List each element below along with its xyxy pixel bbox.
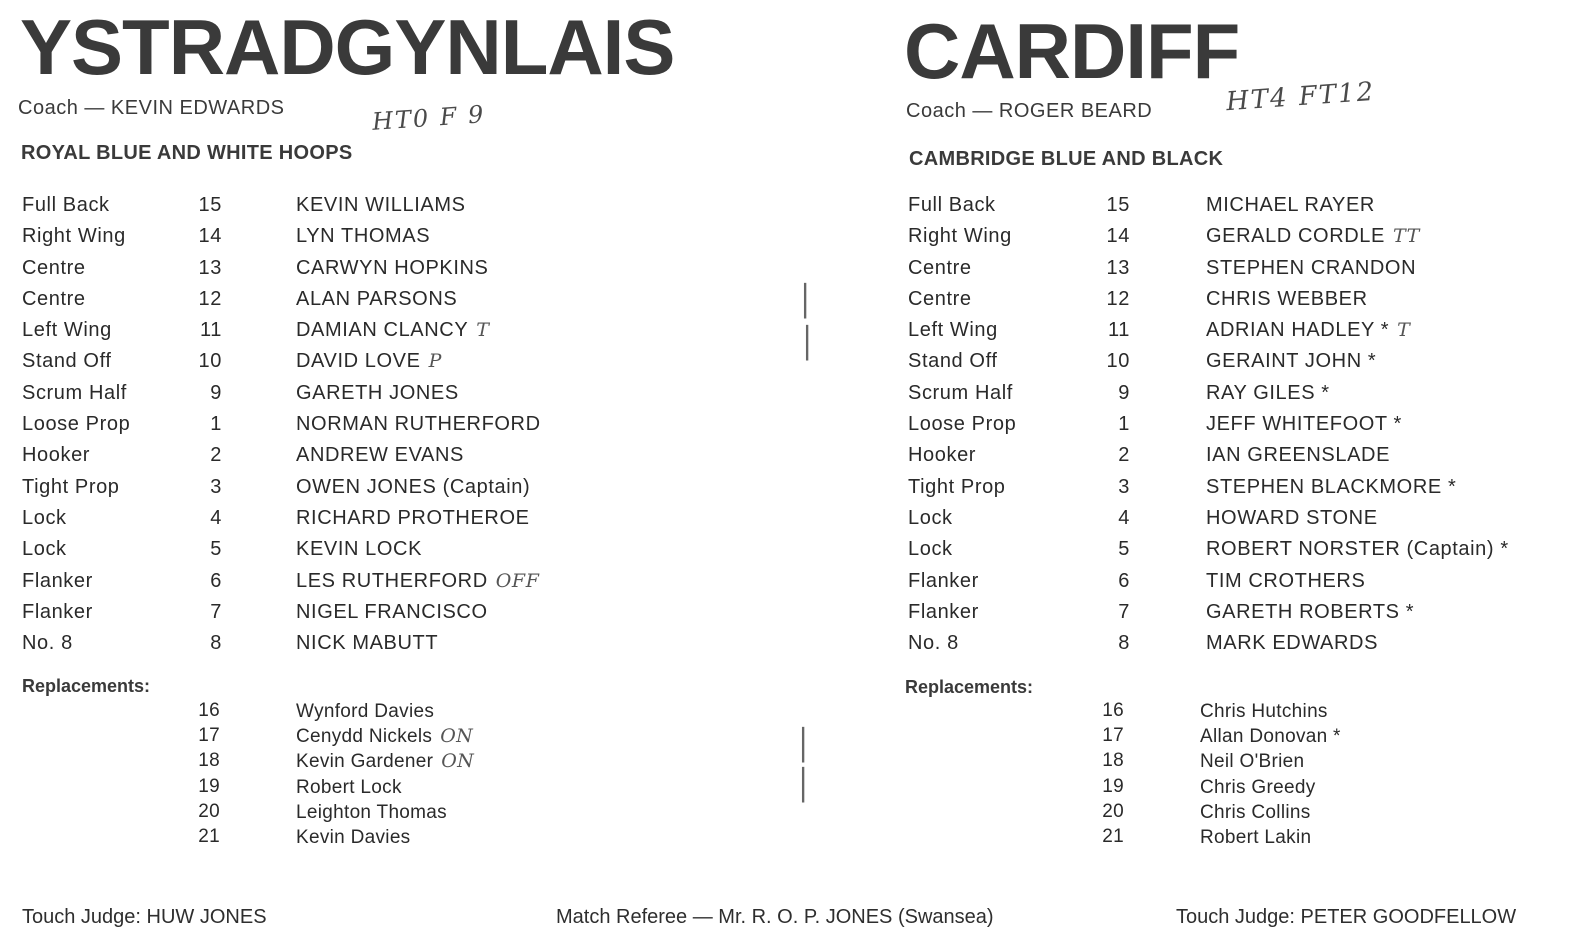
player-name-cell: [296, 382, 467, 405]
player-name-cell: [296, 507, 538, 530]
player-row: [888, 630, 1575, 661]
player-name-cell: [1206, 570, 1373, 593]
player-name-cell: [1206, 476, 1464, 499]
player-name-cell: [296, 570, 540, 593]
home-team-name: YSTRADGYNLAIS: [20, 3, 675, 91]
player-position: No. 8: [908, 632, 959, 655]
player-position: Right Wing: [22, 225, 126, 248]
replacement-row: [0, 725, 790, 750]
replacement-note: ON: [440, 725, 474, 748]
replacement-row: [888, 750, 1575, 775]
player-name-cell: [1206, 257, 1424, 280]
player-name: NORMAN RUTHERFORD: [296, 413, 541, 436]
player-position: Left Wing: [908, 319, 998, 342]
player-note: T: [1397, 319, 1411, 342]
player-name-cell: [296, 476, 538, 499]
replacement-name: Robert Lock: [296, 776, 402, 798]
player-row: [0, 505, 790, 536]
home-team-section: [0, 0, 790, 880]
player-name: IAN GREENSLADE: [1206, 444, 1391, 467]
player-position: Flanker: [908, 600, 979, 623]
player-name-cell: [1206, 538, 1517, 561]
replacement-name: Chris Greedy: [1200, 776, 1316, 798]
away-score-note: HT4 FT12: [1225, 76, 1377, 118]
replacement-name: Robert Lakin: [1200, 826, 1312, 848]
player-name-cell: [1206, 288, 1376, 311]
player-number: 8: [210, 632, 222, 655]
player-name-cell: [296, 413, 549, 436]
player-position: Full Back: [908, 194, 996, 216]
replacement-number: 21: [1102, 825, 1124, 847]
replacement-name-cell: [296, 750, 474, 773]
player-position: Hooker: [908, 444, 977, 467]
margin-mark: │: [798, 326, 817, 361]
touch-judge-left: Touch Judge: HUW JONES: [22, 906, 267, 928]
home-replacements-list: [0, 700, 790, 851]
player-row: [888, 505, 1575, 536]
replacement-number: 19: [198, 775, 220, 797]
player-name: ANDREW EVANS: [296, 444, 464, 467]
replacement-note: ON: [441, 750, 475, 773]
player-position: Flanker: [22, 569, 93, 592]
replacement-row: [888, 700, 1575, 725]
replacement-number: 18: [1102, 750, 1124, 772]
home-players-list: [0, 192, 790, 661]
replacement-row: [888, 801, 1575, 826]
player-name: NICK MABUTT: [296, 632, 439, 655]
player-row: [888, 223, 1575, 254]
player-row: [888, 317, 1575, 348]
player-name: TIM CROTHERS: [1206, 569, 1366, 592]
player-name: KEVIN WILLIAMS: [296, 194, 466, 216]
margin-mark: │: [796, 284, 815, 319]
player-name-cell: [1206, 601, 1422, 624]
home-replacements-label: Replacements:: [22, 676, 151, 696]
player-number: 7: [1118, 600, 1130, 623]
player-row: [888, 599, 1575, 630]
player-position: Stand Off: [22, 350, 112, 373]
player-name: MARK EDWARDS: [1206, 632, 1379, 655]
player-position: Centre: [22, 287, 86, 310]
player-number: 6: [210, 569, 222, 592]
away-replacements-label: Replacements:: [905, 677, 1034, 697]
player-row: [888, 536, 1575, 567]
player-number: 1: [210, 413, 222, 436]
player-number: 10: [198, 350, 222, 373]
player-name: DAVID LOVE: [296, 350, 421, 373]
replacement-name-cell: [296, 826, 418, 849]
replacement-name: Kevin Gardener: [296, 751, 434, 773]
player-number: 14: [198, 225, 222, 248]
replacement-name: Chris Collins: [1200, 801, 1311, 823]
player-position: Flanker: [22, 600, 93, 623]
player-position: Centre: [908, 256, 972, 279]
margin-mark: │: [794, 768, 813, 803]
replacement-row: [0, 801, 790, 826]
player-position: Tight Prop: [908, 475, 1006, 498]
player-name-cell: [1206, 319, 1410, 342]
player-number: 11: [200, 319, 222, 342]
replacement-name-cell: [1200, 776, 1324, 799]
player-number: 1: [1118, 413, 1130, 436]
player-row: [888, 348, 1575, 379]
replacement-name-cell: [296, 725, 473, 748]
player-row: [0, 317, 790, 348]
replacement-row: [0, 750, 790, 775]
player-row: [0, 442, 790, 473]
player-position: Stand Off: [908, 350, 998, 373]
player-name: GARETH JONES: [296, 381, 459, 404]
player-row: [0, 474, 790, 505]
player-name: HOWARD STONE: [1206, 506, 1378, 529]
replacement-name-cell: [296, 801, 455, 824]
replacement-name-cell: [1200, 801, 1319, 824]
player-position: Loose Prop: [22, 413, 131, 436]
player-number: 8: [1118, 632, 1130, 655]
player-position: Right Wing: [908, 225, 1012, 248]
replacement-number: 16: [1102, 700, 1124, 721]
player-name: RAY GILES *: [1206, 381, 1330, 404]
player-name-cell: [1206, 632, 1386, 655]
player-row: [0, 348, 790, 379]
player-name-cell: [1206, 444, 1398, 467]
replacement-row: [0, 826, 790, 851]
replacement-number: 19: [1102, 775, 1124, 797]
player-name: ALAN PARSONS: [296, 287, 458, 310]
player-position: Tight Prop: [22, 475, 120, 498]
replacement-number: 20: [1102, 800, 1124, 822]
player-number: 5: [210, 538, 222, 561]
replacement-name: Cenydd Nickels: [296, 726, 433, 748]
home-score-note: HT0 F 9: [371, 100, 487, 136]
player-name: OWEN JONES (Captain): [296, 475, 531, 498]
player-number: 2: [210, 444, 222, 467]
player-number: 2: [1118, 444, 1130, 467]
player-name-cell: [1206, 194, 1383, 217]
replacement-row: [0, 700, 790, 725]
player-name-cell: [1206, 413, 1410, 436]
player-name: CHRIS WEBBER: [1206, 287, 1368, 310]
player-number: 3: [210, 475, 222, 498]
player-row: [888, 411, 1575, 442]
replacement-name: Allan Donovan *: [1200, 726, 1341, 748]
player-row: [888, 255, 1575, 286]
player-row: [0, 630, 790, 661]
player-row: [0, 192, 790, 223]
player-name: GERALD CORDLE: [1206, 225, 1385, 248]
replacement-name-cell: [1200, 700, 1336, 723]
player-row: [888, 474, 1575, 505]
player-position: Full Back: [22, 194, 110, 216]
player-number: 10: [1106, 350, 1130, 373]
player-name: STEPHEN CRANDON: [1206, 256, 1417, 279]
replacement-number: 21: [198, 825, 220, 847]
player-number: 13: [1106, 256, 1130, 279]
home-coach: Coach — KEVIN EDWARDS: [18, 97, 285, 119]
player-position: Flanker: [908, 569, 979, 592]
replacement-row: [888, 776, 1575, 801]
match-referee: Match Referee — Mr. R. O. P. JONES (Swansea): [556, 906, 994, 928]
away-players-list: [888, 192, 1575, 661]
player-number: 5: [1118, 538, 1130, 561]
replacement-name-cell: [296, 776, 410, 799]
player-name-cell: [1206, 350, 1384, 373]
player-number: 15: [198, 194, 222, 216]
player-name: LES RUTHERFORD: [296, 569, 488, 592]
player-name-cell: [296, 538, 430, 561]
player-note: T: [476, 319, 490, 342]
player-row: [0, 380, 790, 411]
player-name-cell: [1206, 225, 1420, 248]
player-number: 3: [1118, 475, 1130, 498]
player-position: Lock: [908, 506, 953, 529]
player-number: 12: [198, 287, 222, 310]
player-name: LYN THOMAS: [296, 225, 431, 248]
player-position: No. 8: [22, 632, 73, 655]
replacement-name: Kevin Davies: [296, 826, 411, 848]
replacement-number: 18: [198, 750, 220, 772]
player-number: 13: [198, 256, 222, 279]
player-name-cell: [296, 225, 438, 248]
player-name: RICHARD PROTHEROE: [296, 506, 530, 529]
player-name: KEVIN LOCK: [296, 538, 423, 561]
player-position: Lock: [22, 506, 67, 529]
player-name-cell: [296, 257, 497, 280]
player-row: [0, 255, 790, 286]
player-row: [0, 568, 790, 599]
player-note: OFF: [495, 569, 540, 592]
away-team-name: CARDIFF: [904, 7, 1240, 95]
away-colours: CAMBRIDGE BLUE AND BLACK: [909, 148, 1224, 170]
player-name: ADRIAN HADLEY *: [1206, 319, 1390, 342]
player-name: GERAINT JOHN *: [1206, 350, 1377, 373]
touch-judge-right: Touch Judge: PETER GOODFELLOW: [1176, 906, 1517, 928]
player-name-cell: [296, 601, 496, 624]
home-colours: ROYAL BLUE AND WHITE HOOPS: [21, 142, 353, 164]
player-number: 7: [210, 600, 222, 623]
away-coach: Coach — ROGER BEARD: [906, 100, 1153, 122]
player-note: TT: [1392, 225, 1420, 248]
player-row: [0, 411, 790, 442]
player-position: Centre: [22, 256, 86, 279]
player-name: MICHAEL RAYER: [1206, 194, 1375, 216]
player-name-cell: [296, 288, 465, 311]
replacement-name: Neil O'Brien: [1200, 751, 1305, 773]
player-number: 15: [1106, 194, 1130, 216]
player-name: STEPHEN BLACKMORE *: [1206, 475, 1457, 498]
player-row: [888, 380, 1575, 411]
player-note: P: [428, 350, 442, 373]
replacement-number: 20: [198, 800, 220, 822]
replacement-name: Chris Hutchins: [1200, 701, 1328, 722]
away-replacements-list: [888, 700, 1575, 851]
player-name-cell: [296, 319, 490, 342]
player-number: 12: [1106, 287, 1130, 310]
player-position: Hooker: [22, 444, 91, 467]
player-name-cell: [296, 632, 446, 655]
player-name: ROBERT NORSTER (Captain) *: [1206, 538, 1509, 561]
player-row: [0, 223, 790, 254]
replacement-number: 17: [1102, 725, 1124, 747]
player-row: [888, 192, 1575, 223]
replacement-number: 16: [198, 700, 220, 721]
player-name: CARWYN HOPKINS: [296, 256, 489, 279]
player-name-cell: [296, 350, 442, 373]
player-row: [0, 599, 790, 630]
replacement-number: 17: [198, 725, 220, 747]
player-name: NIGEL FRANCISCO: [296, 600, 488, 623]
away-team-section: [888, 0, 1575, 880]
player-number: 11: [1108, 319, 1130, 342]
replacement-name-cell: [1200, 826, 1319, 849]
player-position: Lock: [908, 538, 953, 561]
player-name: DAMIAN CLANCY: [296, 319, 469, 342]
replacement-name-cell: [1200, 750, 1312, 773]
player-position: Centre: [908, 287, 972, 310]
player-row: [0, 536, 790, 567]
replacement-row: [888, 725, 1575, 750]
player-position: Scrum Half: [22, 381, 127, 404]
player-number: 6: [1118, 569, 1130, 592]
replacement-name-cell: [1200, 725, 1349, 748]
player-number: 9: [210, 381, 222, 404]
player-number: 4: [1118, 506, 1130, 529]
player-number: 4: [210, 506, 222, 529]
player-name: GARETH ROBERTS *: [1206, 600, 1415, 623]
replacement-name: Leighton Thomas: [296, 801, 447, 823]
player-name: JEFF WHITEFOOT *: [1206, 413, 1402, 436]
replacement-name: Wynford Davies: [296, 701, 435, 722]
player-position: Left Wing: [22, 319, 112, 342]
player-position: Lock: [22, 538, 67, 561]
player-name-cell: [296, 194, 474, 217]
player-row: [888, 286, 1575, 317]
player-number: 9: [1118, 381, 1130, 404]
replacement-row: [888, 826, 1575, 851]
replacement-name-cell: [296, 700, 442, 723]
player-position: Scrum Half: [908, 381, 1013, 404]
player-number: 14: [1106, 225, 1130, 248]
player-position: Loose Prop: [908, 413, 1017, 436]
player-name-cell: [296, 444, 472, 467]
replacement-row: [0, 776, 790, 801]
player-row: [888, 568, 1575, 599]
player-row: [0, 286, 790, 317]
player-name-cell: [1206, 507, 1386, 530]
margin-mark: │: [794, 728, 813, 763]
player-name-cell: [1206, 382, 1338, 405]
player-row: [888, 442, 1575, 473]
